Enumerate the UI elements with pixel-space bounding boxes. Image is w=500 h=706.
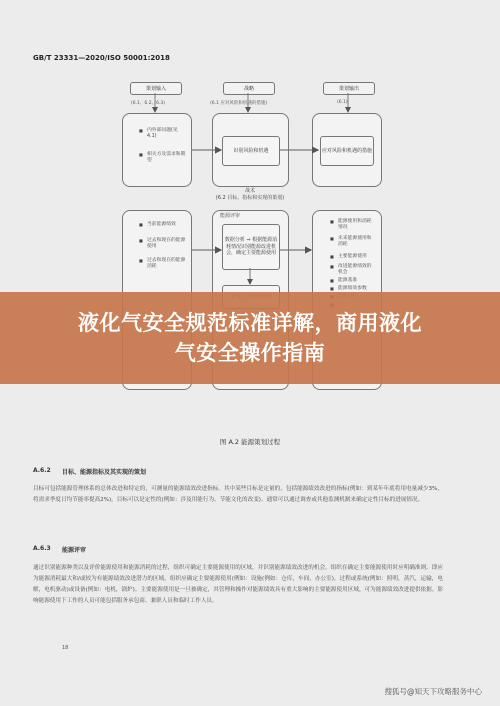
banner-title-line: 气安全操作指南 (174, 341, 326, 365)
identify-risk-box: 识别风险和机遇 (222, 136, 280, 166)
section-title: 能源评审 (62, 547, 87, 554)
bottom-right-item: ■ 主要能源使用 (338, 254, 376, 260)
section-paragraph: 目标可包括能源管理体系的总体改进和特定的，可测量的能源绩效改进指标。其中某些目标是定量的，包括能源绩效改进的指标(例如：到某年年底将用电量减少3%，将需求季度日均节能率提高2%)，目标可以是定性的(例如：涉及用能行为、节能文化的改变)。通常可以通过调查或其他监测机制来确定定性目标的进展情况。 (33, 486, 443, 503)
section-title: 目标、能源指标及其实现的策划 (62, 469, 147, 476)
standard-number: GB/T 23331—2020/ISO 50001:2018 (33, 54, 170, 62)
bottom-right-item: ■ 能源使用和消耗情况 (338, 219, 376, 231)
bottom-left-item: ■ 过去和现在的能源消耗 (147, 258, 187, 270)
bottom-left-item: ■ 过去和现在的能源使用 (147, 238, 187, 250)
bottom-right-item: ■ 能源绩效参数 (338, 286, 376, 292)
column-header-planning-input: 策划输入 (130, 82, 182, 95)
section-number: A.6.3 (33, 545, 51, 552)
column-sub-planning-output: (6.1) (337, 100, 348, 105)
column-header-strategy: 战略 (223, 82, 275, 95)
column-sub-strategy: (6.1 应对风险和机遇的措施) (210, 101, 268, 106)
page-number: 18 (62, 645, 69, 651)
watermark: 搜狐号@知天下攻略服务中心 (384, 687, 482, 696)
figure-caption: 图 A.2 能源策划过程 (219, 438, 281, 446)
column-sub-planning-input: (6.1、6.2、6.3) (131, 101, 165, 106)
bottom-left-item: ■ 当前能源绩效 (147, 222, 187, 228)
energy-review-title: 能源评审 (220, 213, 241, 219)
title-banner (0, 292, 500, 384)
section-number: A.6.2 (33, 467, 51, 474)
data-analysis-box: 数据分析 ⇒ 根据能源消耗情况识别能源改进机会，确定主要能源使用 (222, 224, 280, 270)
top-left-item: ■ 相关方及需求和期望 (147, 152, 187, 164)
bottom-right-item: ■ 能源基准 (338, 278, 376, 284)
top-left-item: ■ 内外部问题(见4.1) (147, 128, 187, 140)
risk-measures-box: 应对风险和机遇的措施 (320, 136, 374, 166)
tactics-label: 战术 (6.2 目标、指标和实现的策划) (215, 188, 285, 201)
section-paragraph: 通过识别能源种类以及评价能源使用和能源消耗的过程，组织可确定主要能源使用的区域，并识别能源绩效改进的机会。组织在确定主要能源使用时应明确准则。即应为能源消耗最大和/或较为有能源绩效改进潜力的区域。组织应确定主要能源使用(例如：设施(例如：仓库，车间，办公室)，过程或系统(例如：照明，蒸汽，运输，电解，电机驱动)或设备(例如：电机，锅炉)。主要能源使用是一旦被确定，其管理和操作对能源绩效具有重大影响的主要能源使用区域，可为能源绩效改进提供依据。影响能源使用下工作的人员可能包括服务承包商、兼职人员和临时工作人员。 (33, 565, 443, 604)
bottom-right-item: ■ 未来能源使用和消耗 (338, 236, 376, 248)
banner-title-line: 液化气安全规范标准详解，商用液化 (78, 311, 422, 335)
bottom-right-item: ■ 改进能源绩效的机会 (338, 264, 376, 276)
column-header-planning-output: 策划输出 (323, 82, 375, 95)
